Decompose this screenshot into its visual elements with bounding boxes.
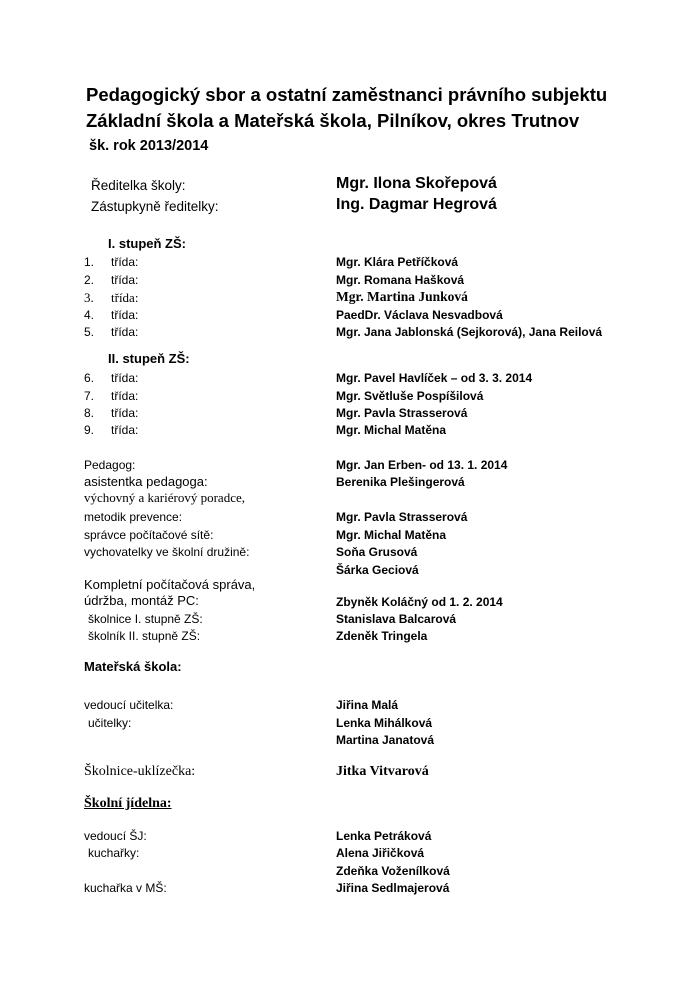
prevention-label: metodik prevence: bbox=[84, 510, 183, 524]
teacher-name: Mgr. Pavla Strasserová bbox=[336, 406, 468, 420]
row-number: 5. bbox=[84, 325, 95, 339]
kindergarten-teachers-label: učitelky: bbox=[88, 716, 132, 730]
network-admin-name: Mgr. Michal Matěna bbox=[336, 528, 447, 542]
pedagog-name: Mgr. Jan Erben- od 13. 1. 2014 bbox=[336, 458, 508, 472]
janitor-2-name: Zdeněk Tringela bbox=[336, 629, 428, 643]
row-label: třída: bbox=[111, 325, 139, 339]
teacher-name: Mgr. Klára Petříčková bbox=[336, 255, 459, 269]
kindergarten-teacher-2: Martina Janatová bbox=[336, 733, 435, 747]
pedagog-label: Pedagog: bbox=[84, 458, 136, 472]
title-line-2: Základní škola a Mateřská škola, Pilníkov, okres Trutnov bbox=[86, 110, 580, 131]
deputy-name: Ing. Dagmar Hegrová bbox=[336, 196, 497, 213]
school-year: šk. rok 2013/2014 bbox=[89, 138, 209, 154]
teacher-name: Mgr. Romana Hašková bbox=[336, 273, 465, 287]
row-number: 3. bbox=[84, 290, 94, 305]
network-admin-label: správce počítačové sítě: bbox=[84, 528, 214, 542]
principal-name: Mgr. Ilona Skořepová bbox=[336, 175, 497, 192]
row-number: 7. bbox=[84, 389, 95, 403]
row-label: třída: bbox=[111, 308, 139, 322]
kindergarten-teacher-1: Lenka Mihálková bbox=[336, 716, 433, 730]
assistant-label: asistentka pedagoga: bbox=[84, 474, 208, 489]
stage2-heading: II. stupeň ZŠ: bbox=[108, 351, 190, 366]
advisor-label: výchovný a kariérový poradce, bbox=[84, 490, 245, 505]
stage1-heading: I. stupeň ZŠ: bbox=[108, 236, 186, 251]
row-label: třída: bbox=[111, 255, 139, 269]
row-number: 8. bbox=[84, 406, 95, 420]
row-label: třída: bbox=[111, 406, 139, 420]
ms-cook-name: Jiřina Sedlmajerová bbox=[336, 881, 450, 895]
kindergarten-head-label: vedoucí učitelka: bbox=[84, 698, 174, 712]
janitor-2-label: školník II. stupně ZŠ: bbox=[88, 629, 201, 643]
teacher-name: Mgr. Jana Jablonská (Sejkorová), Jana Reilová bbox=[336, 325, 603, 339]
teacher-name: Mgr. Světluše Pospíšilová bbox=[336, 389, 484, 403]
it-admin-label-1: Kompletní počítačová správa, bbox=[84, 577, 256, 592]
row-label: třída: bbox=[111, 273, 139, 287]
after-school-club-label: vychovatelky ve školní družině: bbox=[84, 545, 250, 559]
row-number: 4. bbox=[84, 308, 95, 322]
teacher-name: Mgr. Martina Junková bbox=[336, 289, 468, 304]
cleaner-label: Školnice-uklízečka: bbox=[84, 764, 196, 779]
after-school-club-name-1: Soňa Grusová bbox=[336, 545, 418, 559]
it-admin-name: Zbyněk Koláčný od 1. 2. 2014 bbox=[336, 595, 503, 609]
row-label: třída: bbox=[111, 423, 139, 437]
assistant-name: Berenika Plešingerová bbox=[336, 475, 465, 489]
teacher-name: Mgr. Pavel Havlíček – od 3. 3. 2014 bbox=[336, 371, 533, 385]
row-number: 2. bbox=[84, 273, 95, 287]
principal-label: Ředitelka školy: bbox=[91, 178, 186, 193]
deputy-label: Zástupkyně ředitelky: bbox=[91, 199, 219, 214]
row-number: 9. bbox=[84, 423, 95, 437]
janitor-1-label: školnice I. stupně ZŠ: bbox=[88, 612, 203, 626]
ms-cook-label: kuchařka v MŠ: bbox=[84, 881, 167, 895]
after-school-club-name-2: Šárka Geciová bbox=[336, 563, 419, 577]
cooks-label: kuchařky: bbox=[88, 846, 140, 860]
canteen-head-label: vedoucí ŠJ: bbox=[84, 829, 147, 843]
title-line-1: Pedagogický sbor a ostatní zaměstnanci právního subjektu bbox=[86, 84, 608, 105]
it-admin-label-2: údržba, montáž PC: bbox=[84, 593, 199, 608]
row-label: třída: bbox=[111, 389, 139, 403]
row-label: třída: bbox=[111, 290, 139, 305]
canteen-heading: Školní jídelna: bbox=[84, 796, 172, 811]
cleaner-name: Jitka Vitvarová bbox=[336, 764, 429, 779]
kindergarten-heading: Mateřská škola: bbox=[84, 659, 182, 674]
prevention-name: Mgr. Pavla Strasserová bbox=[336, 510, 468, 524]
teacher-name: Mgr. Michal Matěna bbox=[336, 423, 447, 437]
cook-2-name: Zdeňka Voženílková bbox=[336, 864, 450, 878]
kindergarten-head-name: Jiřina Malá bbox=[336, 698, 399, 712]
row-label: třída: bbox=[111, 371, 139, 385]
teacher-name: PaedDr. Václava Nesvadbová bbox=[336, 308, 503, 322]
canteen-head-name: Lenka Petráková bbox=[336, 829, 432, 843]
janitor-1-name: Stanislava Balcarová bbox=[336, 612, 457, 626]
row-number: 6. bbox=[84, 371, 95, 385]
row-number: 1. bbox=[84, 255, 95, 269]
cook-1-name: Alena Jiřičková bbox=[336, 846, 425, 860]
